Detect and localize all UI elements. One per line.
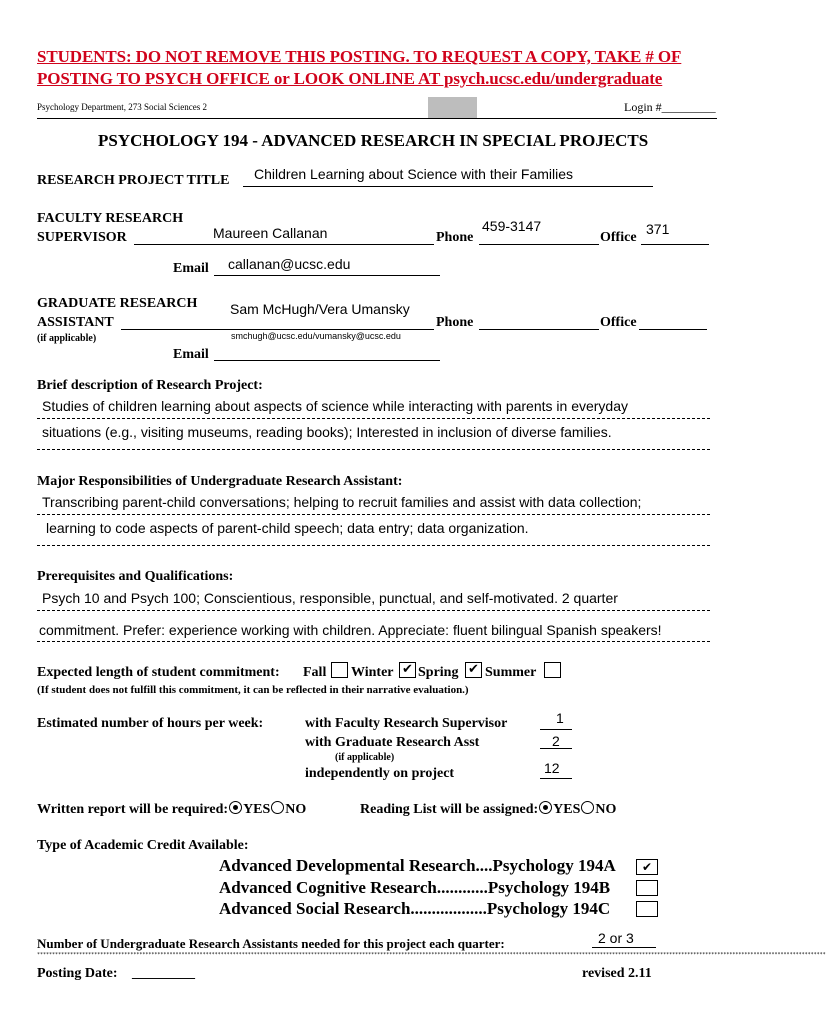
credit-option-a: Advanced Developmental Research....Psychology 194A — [219, 856, 616, 875]
responsibilities-rule-1 — [37, 514, 710, 515]
hours-grad-label: with Graduate Research Asst — [305, 735, 480, 750]
faculty-office-field[interactable]: 371 — [646, 221, 670, 237]
assistants-label: Number of Undergraduate Research Assistants needed for this project each quarter: — [37, 936, 505, 951]
hours-grad-value[interactable]: 2 — [552, 733, 560, 749]
hours-grad-line — [540, 748, 572, 749]
faculty-email-field[interactable]: callanan@ucsc.edu — [228, 256, 351, 272]
grad-email-line — [214, 360, 440, 361]
grey-stamp-box — [428, 97, 477, 119]
faculty-label-1: FACULTY RESEARCH — [37, 211, 184, 226]
summer-label: Summer — [485, 665, 537, 680]
report-row — [37, 801, 306, 818]
project-title-line — [243, 186, 653, 187]
credit-a-checkbox[interactable]: ✔ — [636, 859, 658, 875]
reading-no-label: NO — [595, 802, 617, 817]
hours-faculty-label: with Faculty Research Supervisor — [305, 716, 508, 731]
assistants-value[interactable]: 2 or 3 — [598, 930, 634, 946]
grad-name-field[interactable]: Sam McHugh/Vera Umansky — [230, 301, 410, 317]
header-rule — [37, 118, 717, 119]
credit-c-checkbox[interactable] — [636, 901, 658, 917]
hours-faculty-line — [540, 729, 572, 730]
credit-option-c: Advanced Social Research..................Psychology 194C — [219, 899, 611, 918]
assistants-line — [592, 947, 656, 948]
description-line-2[interactable]: situations (e.g., visiting museums, reading books); Interested in inclusion of diverse families. — [42, 424, 612, 440]
hours-label: Estimated number of hours per week: — [37, 716, 264, 731]
faculty-email-label: Email — [173, 261, 209, 276]
faculty-office-line — [641, 244, 709, 245]
reading-row — [360, 801, 616, 818]
prerequisites-label: Prerequisites and Qualifications: — [37, 569, 234, 584]
credit-b-checkbox[interactable] — [636, 880, 658, 896]
winter-label: Winter — [351, 665, 394, 680]
prerequisites-rule-2 — [37, 641, 710, 642]
faculty-email-line — [214, 275, 440, 276]
grad-office-label: Office — [600, 315, 637, 330]
hours-independent-value[interactable]: 12 — [544, 760, 560, 776]
hours-independent-label: independently on project — [305, 766, 455, 781]
warning-line-2: POSTING TO PSYCH OFFICE or LOOK ONLINE AT psych.ucsc.edu/undergraduate — [37, 69, 663, 88]
grad-label-2: ASSISTANT — [37, 315, 114, 330]
credit-option-b: Advanced Cognitive Research............Psychology 194B — [219, 878, 611, 897]
prerequisites-rule-1 — [37, 610, 710, 611]
reading-yes-label: YES — [553, 802, 581, 817]
department-address: Psychology Department, 273 Social Sciences 2 — [37, 102, 207, 112]
hours-faculty-value[interactable]: 1 — [556, 710, 564, 726]
faculty-office-label: Office — [600, 230, 637, 245]
fall-label: Fall — [303, 665, 327, 680]
grad-phone-label: Phone — [436, 315, 474, 330]
faculty-phone-line — [479, 244, 599, 245]
description-label: Brief description of Research Project: — [37, 378, 263, 393]
spring-label: Spring — [418, 665, 459, 680]
faculty-name-line — [134, 244, 434, 245]
grad-if-applicable: (if applicable) — [37, 333, 97, 344]
posting-date-label: Posting Date: — [37, 966, 118, 981]
grad-email-field[interactable]: smchugh@ucsc.edu/vumansky@ucsc.edu — [231, 331, 401, 341]
faculty-name-field[interactable]: Maureen Callanan — [213, 225, 328, 241]
faculty-phone-label: Phone — [436, 230, 474, 245]
description-line-1[interactable]: Studies of children learning about aspects of science while interacting with parents in everyday — [42, 398, 628, 414]
responsibilities-line-1[interactable]: Transcribing parent-child conversations; helping to recruit families and assist with data collection; — [42, 494, 642, 510]
spring-checkbox[interactable]: ✔ — [465, 662, 482, 678]
faculty-phone-field[interactable]: 459-3147 — [482, 218, 542, 234]
report-no-radio[interactable] — [271, 801, 284, 814]
prerequisites-line-1[interactable]: Psych 10 and Psych 100; Conscientious, responsible, punctual, and self-motivated. 2 quarter — [42, 590, 618, 606]
description-rule-2 — [37, 449, 710, 450]
project-title-field[interactable]: Children Learning about Science with their Families — [254, 166, 574, 182]
winter-checkbox[interactable]: ✔ — [399, 662, 416, 678]
report-yes-radio[interactable] — [229, 801, 242, 814]
description-rule-1 — [37, 418, 710, 419]
reading-yes-radio[interactable] — [539, 801, 552, 814]
commitment-note: (If student does not fulfill this commitment, it can be reflected in their narrative evaluation.) — [37, 684, 469, 696]
report-no-label: NO — [285, 802, 307, 817]
grad-name-line — [121, 329, 434, 330]
responsibilities-line-2[interactable]: learning to code aspects of parent-child speech; data entry; data organization. — [46, 520, 529, 536]
star-divider: ********************************************************************************************************************************************************************************************************************************************************************** — [37, 952, 826, 958]
grad-email-label: Email — [173, 347, 209, 362]
project-title-label: RESEARCH PROJECT TITLE — [37, 173, 230, 188]
report-yes-label: YES — [243, 802, 271, 817]
hours-if-applicable: (if applicable) — [335, 752, 395, 763]
reading-no-radio[interactable] — [581, 801, 594, 814]
posting-date-field[interactable]: _________ — [132, 966, 195, 981]
reading-label: Reading List will be assigned: — [360, 802, 539, 817]
grad-phone-line[interactable] — [479, 329, 599, 330]
revised-date: revised 2.11 — [582, 966, 652, 981]
grad-label-1: GRADUATE RESEARCH — [37, 296, 198, 311]
grad-office-line[interactable] — [639, 329, 707, 330]
hours-independent-line — [540, 778, 572, 779]
login-number: Login #_________ — [624, 100, 716, 114]
responsibilities-rule-2 — [37, 545, 710, 546]
prerequisites-line-2[interactable]: commitment. Prefer: experience working with children. Appreciate: fluent bilingual Spanish speakers! — [39, 622, 662, 638]
page-title: PSYCHOLOGY 194 - ADVANCED RESEARCH IN SPECIAL PROJECTS — [98, 131, 649, 150]
warning-line-1: STUDENTS: DO NOT REMOVE THIS POSTING. TO REQUEST A COPY, TAKE # OF — [37, 47, 682, 66]
commitment-label: Expected length of student commitment: — [37, 665, 280, 680]
credit-label: Type of Academic Credit Available: — [37, 838, 249, 853]
fall-checkbox[interactable] — [331, 662, 348, 678]
summer-checkbox[interactable] — [544, 662, 561, 678]
faculty-label-2: SUPERVISOR — [37, 230, 127, 245]
report-label: Written report will be required: — [37, 802, 229, 817]
responsibilities-label: Major Responsibilities of Undergraduate Research Assistant: — [37, 474, 403, 489]
